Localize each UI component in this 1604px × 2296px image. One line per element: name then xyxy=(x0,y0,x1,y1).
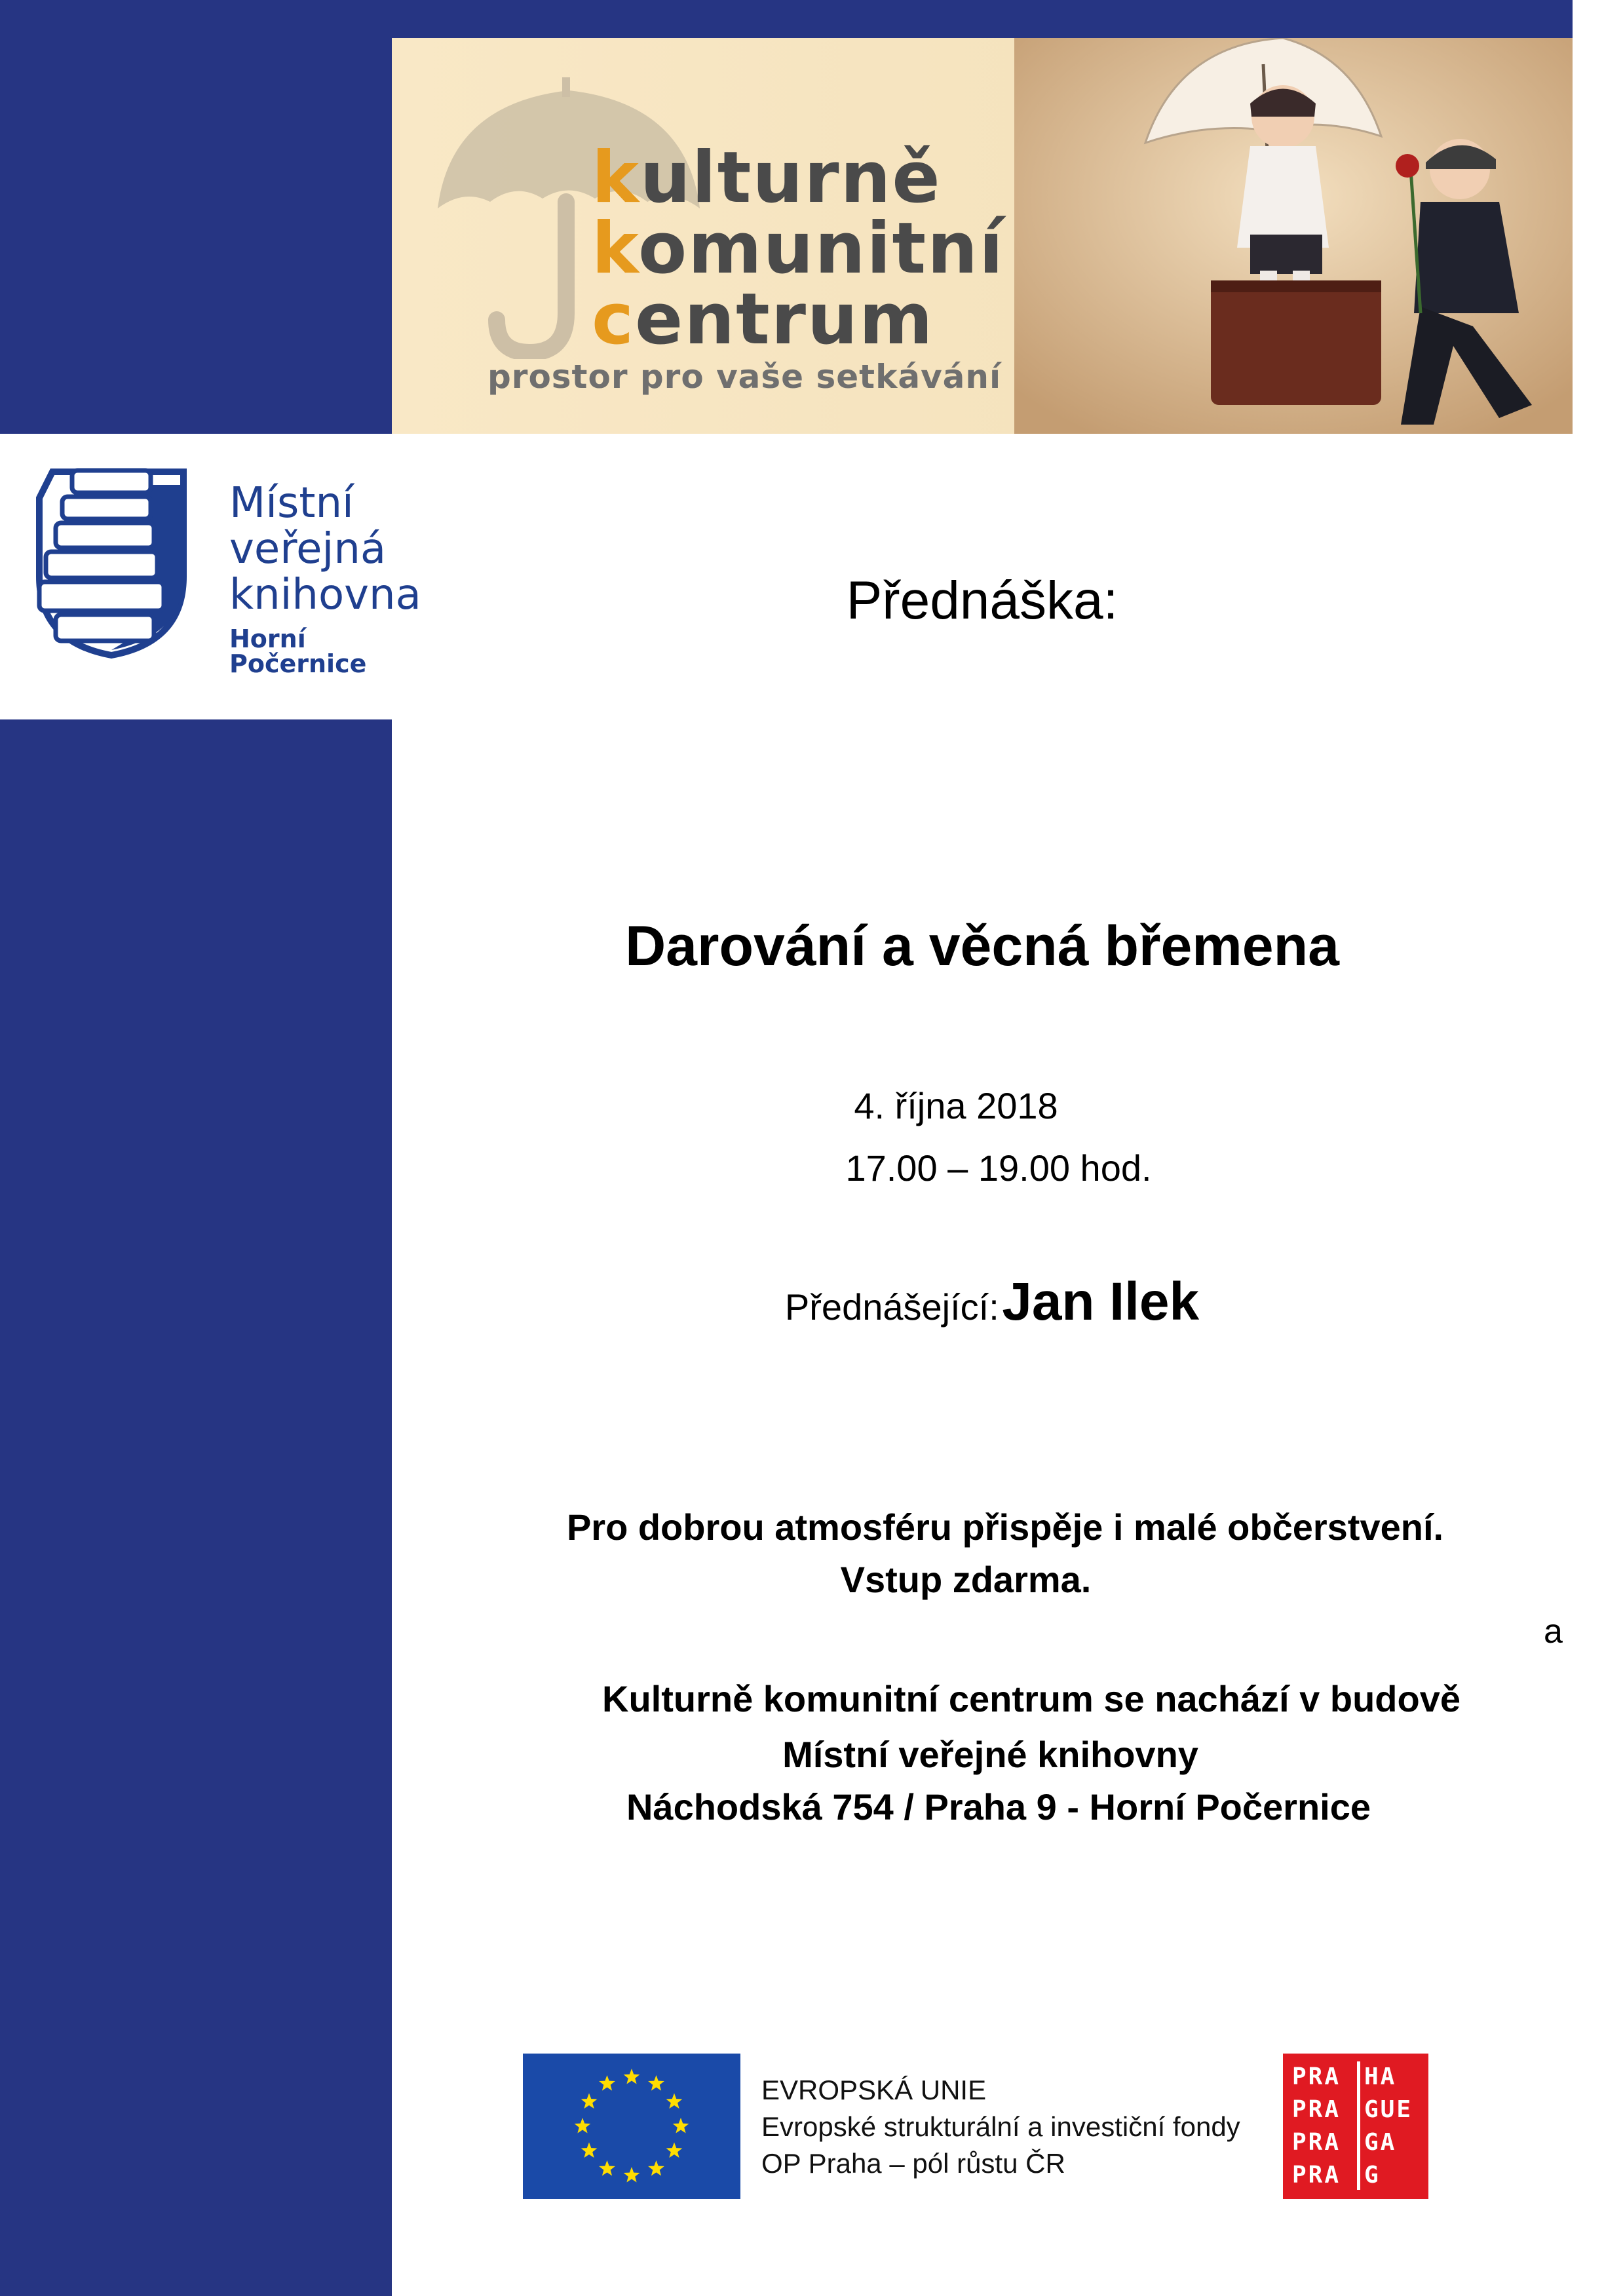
praha-cell: GUE xyxy=(1364,2096,1413,2123)
eu-star-icon xyxy=(648,2075,664,2091)
library-logo xyxy=(26,459,421,678)
eu-star-icon xyxy=(581,2143,598,2158)
lecturer-name: Jan Ilek xyxy=(1002,1272,1200,1331)
lecturer-label: Přednášející: xyxy=(784,1286,999,1328)
kkc-title-line-2: komunitní xyxy=(592,208,1004,290)
eu-label: EVROPSKÁ UNIE xyxy=(761,2075,987,2105)
kkc-title-line-3: centrum xyxy=(592,278,934,360)
library-location: Horní Počernice xyxy=(229,624,367,678)
eu-flag-icon xyxy=(523,2054,740,2199)
praha-cell: PRA xyxy=(1292,2063,1341,2090)
praha-cell: PRA xyxy=(1292,2129,1341,2156)
eu-star-icon xyxy=(599,2160,615,2176)
eu-star-icon xyxy=(666,2143,683,2158)
books-crest-icon xyxy=(26,459,197,662)
eu-funds-label: Evropské strukturální a investiční fondy xyxy=(761,2111,1240,2142)
praha-cell: PRA xyxy=(1292,2162,1341,2189)
eu-star-icon xyxy=(673,2118,689,2133)
op-praha-label: OP Praha – pól růstu ČR xyxy=(761,2148,1065,2179)
eu-star-icon xyxy=(666,2094,683,2109)
library-name-line-2: veřejná xyxy=(229,525,387,573)
eu-star-icon xyxy=(624,2069,640,2084)
address-line-1: Kulturně komunitní centrum se nachází v budově xyxy=(602,1678,1461,1719)
library-name-line-3: knihovna xyxy=(229,571,421,619)
eu-star-icon xyxy=(575,2118,591,2133)
refreshment-note: Pro dobrou atmosféru přispěje i malé občerstvení. xyxy=(566,1506,1444,1548)
praha-cell: GA xyxy=(1364,2129,1397,2156)
event-title: Darování a věcná břemena xyxy=(625,915,1339,978)
address-line-2: Místní veřejné knihovny xyxy=(782,1734,1198,1775)
stray-character: a xyxy=(1544,1613,1563,1651)
frame-left-bar-upper xyxy=(0,0,392,434)
eu-star-icon xyxy=(599,2075,615,2091)
praha-logo xyxy=(1283,2054,1428,2199)
children-photo xyxy=(1014,38,1573,434)
event-lecturer xyxy=(392,1271,1573,1333)
praha-cell: PRA xyxy=(1292,2096,1341,2123)
eu-star-icon xyxy=(581,2094,598,2109)
praha-cell: HA xyxy=(1364,2063,1397,2090)
event-heading: Přednáška: xyxy=(846,571,1118,630)
address-line-3: Náchodská 754 / Praha 9 - Horní Počernice xyxy=(626,1786,1371,1827)
praha-cell: G xyxy=(1364,2162,1381,2189)
free-entry-note: Vstup zdarma. xyxy=(840,1559,1092,1600)
praha-logo-divider xyxy=(1357,2061,1360,2190)
eu-stars-circle xyxy=(523,2054,740,2199)
event-time: 17.00 – 19.00 hod. xyxy=(845,1147,1152,1189)
kkc-banner xyxy=(392,38,1573,434)
event-date: 4. října 2018 xyxy=(854,1085,1058,1126)
kkc-tagline: prostor pro vaše setkávání xyxy=(487,358,1002,396)
kkc-title-line-1: kulturně xyxy=(592,137,942,219)
eu-star-icon xyxy=(648,2160,664,2176)
frame-left-bar-lower xyxy=(0,719,392,2296)
library-name-line-1: Místní xyxy=(229,479,354,527)
eu-star-icon xyxy=(624,2167,640,2183)
